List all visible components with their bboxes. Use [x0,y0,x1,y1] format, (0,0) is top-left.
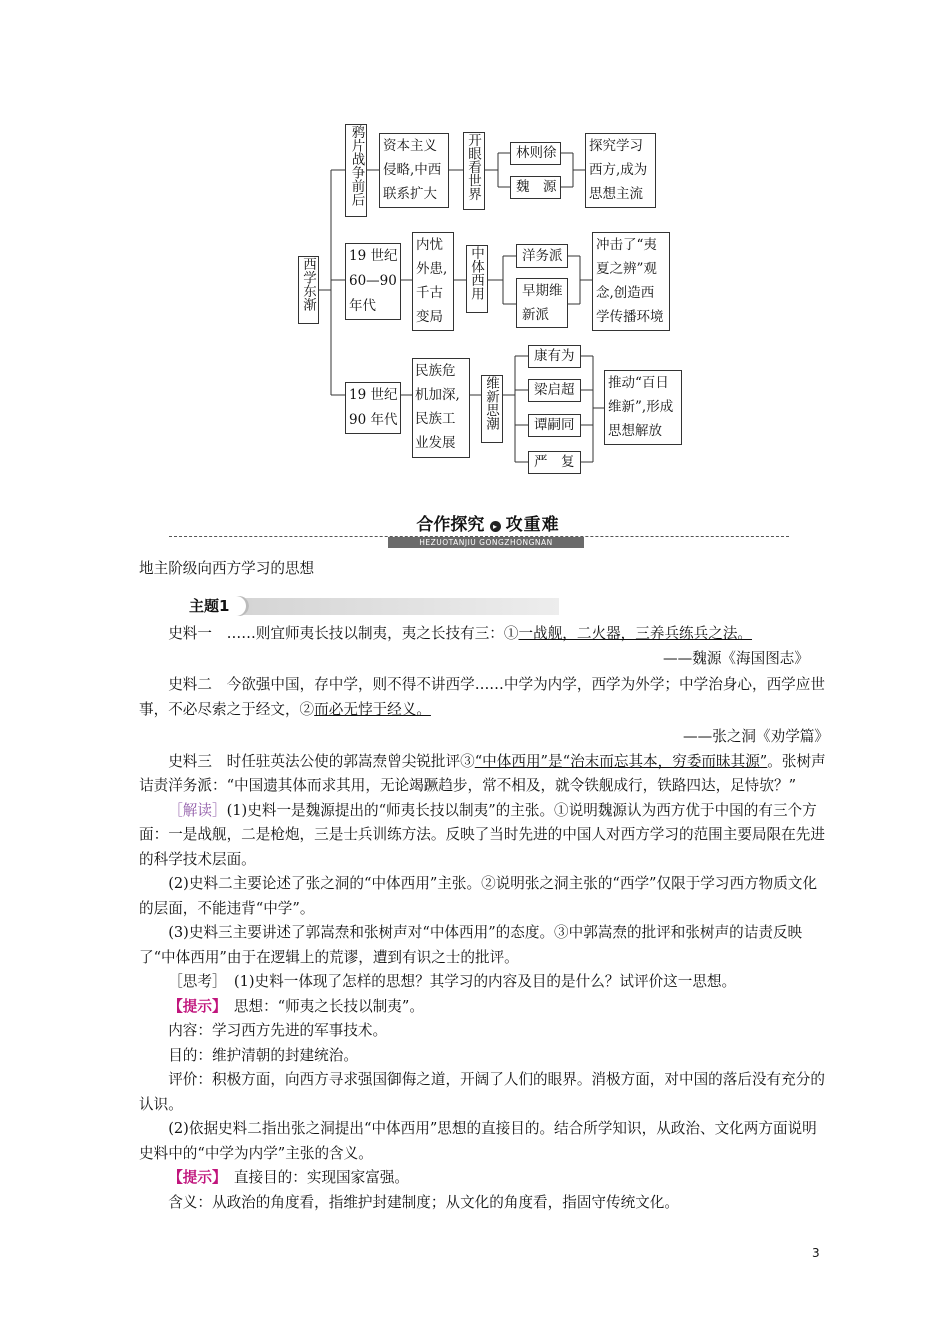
banner-title [388,510,588,534]
source-citation: ——魏源《海国图志》 [663,649,809,667]
cause-box-1 [379,133,449,208]
person-label: 早期维 [522,283,563,299]
effect-line: 西方,成为 [589,162,648,178]
source-underlined: 而必无悖于经义。 [314,700,431,718]
person-box [528,414,581,437]
effect-box-2 [592,232,670,331]
source-label: 史料二 [168,676,212,693]
tip-label: 【提示】 [168,997,220,1015]
arrow-icon: ▸ [490,521,501,532]
cause-line: 民族工 [415,411,456,427]
person-label: 林则徐 [516,145,557,161]
cause-line: 资本主义 [383,138,437,154]
section-heading-text: 地主阶级向西方学习的思想 [139,560,315,577]
effect-line: 学传播环境 [596,309,664,325]
person-box [528,379,581,402]
trend-label: 维新思潮 [483,376,499,430]
cause-line: 外患, [416,261,448,277]
trend-label: 开眼看世界 [465,133,481,201]
effect-line: 维新”,形成 [608,399,674,415]
tip-label: 【提示】 [168,1169,220,1186]
thinking-label: ［思考］ [168,973,220,990]
effect-line: 思想主流 [589,186,643,202]
analysis-text: (2)史料二主要论述了张之洞的“中体西用”主张。②说明张之洞主张的“西学”仅限于学习西方物质文化的层面，不能违背“中学”。 [139,875,818,917]
effect-line: 夏之辨”观 [596,261,657,277]
topic-label: 主题1 [189,597,230,615]
cause-line: 侵略,中西 [383,162,442,178]
question-text: (1)史料一体现了怎样的思想？其学习的内容及目的是什么？试评价这一思想。 [233,973,737,990]
person-box [516,278,568,328]
person-label: 新派 [522,307,549,323]
source-text: 时任驻英法公使的郭嵩焘曾尖锐批评 [226,752,461,770]
topic-tab [169,596,249,616]
person-box [516,244,568,268]
source-text: ……则宜师夷长技以制夷，夷之长技有三： [226,625,504,642]
banner-title-b: 攻重难 [505,515,560,535]
cause-line: 千古 [416,285,443,301]
trend-box-1 [463,132,485,210]
thinking-question-1 [139,970,829,995]
source-label: 史料三 [168,752,212,770]
source-underlined: “中体西用”是“治末而忘其本，穷委而昧其源” [474,752,768,770]
answer-text: 评价：积极方面，向西方寻求强国御侮之道，开阔了人们的眼界。消极方面，对中国的落后没有充分的认识。 [139,1071,825,1113]
question-text: (2)依据史料二指出张之洞提出“中体西用”思想的直接目的。结合所学知识，从政治、文化两方面说明史料中的“中学为内学”主张的含义。 [139,1120,817,1162]
diagram-root [298,256,319,324]
trend-box-2 [466,245,488,313]
period-line: 90 年代 [349,412,398,428]
tip-2 [139,1166,829,1191]
cause-line: 变局 [416,309,443,325]
period-box-3 [345,382,401,434]
analysis-text: (3)史料三主要讲述了郭嵩焘和张树声对“中体西用”的态度。③中郭嵩焘的批评和张树声的诘责反映了“中体西用”由于在逻辑上的荒谬，遭到有识之士的批评。 [139,924,803,966]
body-text [139,622,829,1215]
period-label: 鸦片战争前后 [348,125,365,206]
answer-text: 含义：从政治的角度看，指维护封建制度；从文化的角度看，指固守传统文化。 [168,1193,679,1211]
section-heading [139,557,829,582]
answer-text: 内容：学习西方先进的军事技术。 [168,1022,388,1039]
effect-line: 推动“百日 [608,375,669,391]
cause-line: 内忧 [416,237,443,253]
source-2 [139,673,829,722]
note-mark: ③ [460,752,475,770]
effect-box-3 [604,370,682,445]
source-citation: ——张之洞《劝学篇》 [683,728,829,745]
answer-text: 目的：维护清朝的封建统治。 [168,1046,358,1064]
source-text: 今欲强中国，存中学，则不得不讲西学……中学为内学，西学为外学；中学治身心，西学应世事，不必尽索之于经文， [139,676,825,718]
cause-box-2 [412,232,454,331]
banner-title-a: 合作探究 [416,515,485,535]
period-line: 60—90 [349,273,397,289]
source-3 [139,750,829,799]
person-label: 魏 源 [516,179,557,195]
note-mark: ① [503,625,519,642]
effect-box-1 [585,133,656,208]
person-label: 严 复 [534,454,575,470]
person-label: 康有为 [534,348,575,364]
period-line: 19 世纪 [349,248,398,264]
effect-line: 思想解放 [608,423,662,439]
diagram-root-label: 西学东渐 [300,257,316,311]
person-box [510,142,561,165]
period-line: 年代 [349,298,376,314]
person-box [528,451,581,474]
person-box [510,176,561,199]
person-label: 梁启超 [534,382,575,398]
analysis-1 [139,799,829,873]
answer-text: 思想：“师夷之长技以制夷”。 [233,997,424,1015]
person-label: 洋务派 [522,248,563,264]
effect-line: 冲击了“夷 [596,237,657,253]
source-1 [139,622,829,647]
effect-line: 念,创造西 [596,285,655,301]
source-underlined: 一战舰，二火器，三养兵练兵之法。 [518,625,753,642]
period-box-2 [345,243,401,320]
cause-line: 机加深, [415,387,460,403]
tip-1 [139,995,829,1020]
note-mark: ② [299,700,315,718]
effect-line: 探究学习 [589,138,643,154]
cause-line: 联系扩大 [383,186,437,202]
person-box [528,345,581,368]
trend-box-3 [481,375,503,443]
period-line: 19 世纪 [349,387,398,403]
analysis-label: ［解读］ [168,801,227,819]
cause-line: 民族危 [415,363,456,379]
analysis-text: (1)史料一是魏源提出的“师夷长技以制夷”的主张。①说明魏源认为西方优于中国的有三个方面：一是战舰，二是枪炮，三是士兵训练方法。反映了当时先进的中国人对西方学习的范围主要局限在先进的科学技术层面。 [139,801,825,868]
source-text: 。张树声诘责洋务派：“中国遗其体而求其用，无论竭蹶趋步，常不相及，就令铁舰成行，铁路四达，足恃欤？” [139,752,826,794]
cause-box-3 [412,358,470,458]
answer-text: 直接目的：实现国家富强。 [233,1169,410,1186]
page-number: 3 [812,1246,820,1260]
trend-label: 中体西用 [468,246,484,300]
banner-subtitle: HEZUOTANJIU GONGZHONGNAN [388,537,584,548]
period-opium-war [345,124,367,217]
source-label: 史料一 [168,625,212,642]
cause-line: 业发展 [415,435,456,451]
person-label: 谭嗣同 [534,417,575,433]
